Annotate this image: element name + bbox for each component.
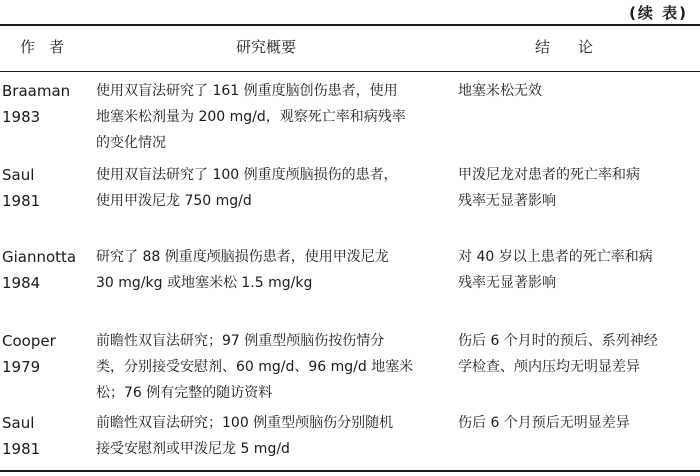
summary-cell [96,244,448,296]
summary-line: 使用甲泼尼龙 750 mg/d [96,193,252,209]
conclusion-cell [458,244,694,296]
column-header-summary: 研究概要 [236,38,297,56]
conclusion-line: 残率无显著影响 [458,193,556,209]
author-year: 1981 [2,192,41,210]
header-rule [0,71,700,72]
conclusion-line: 伤后 6 个月时的预后、系列神经 [458,333,658,349]
conclusion-cell [458,162,694,214]
summary-line: 前瞻性双盲法研究；100 例重型颅脑伤分别随机 [96,415,394,431]
author-cell [2,244,90,296]
conclusion-line: 地塞米松无效 [458,83,542,99]
summary-line: 类，分别接受安慰剂、60 mg/d、96 mg/d 地塞米 [96,359,414,375]
author-name: Cooper [2,332,56,350]
summary-line: 松；76 例有完整的随访资料 [96,385,273,401]
summary-cell [96,78,448,156]
author-name: Braaman [2,82,71,100]
summary-line: 的变化情况 [96,135,166,151]
summary-line: 使用双盲法研究了 100 例重度颅脑损伤的患者， [96,167,398,183]
summary-cell [96,328,448,406]
author-cell [2,328,90,380]
conclusion-cell [458,78,694,104]
author-name: Saul [2,166,35,184]
conclusion-line: 伤后 6 个月预后无明显差异 [458,415,630,431]
summary-line: 使用双盲法研究了 161 例重度脑创伤患者，使用 [96,83,398,99]
table-bottom-rule [0,470,700,472]
conclusion-line: 对 40 岁以上患者的死亡率和病 [458,249,653,265]
author-year: 1984 [2,274,41,292]
column-header-conclusion: 结论 [535,38,622,56]
author-cell [2,162,90,214]
summary-cell [96,162,448,214]
summary-cell [96,410,448,462]
conclusion-cell [458,328,694,380]
author-cell [2,78,90,130]
author-name: Giannotta [2,248,77,266]
table-top-rule [0,24,700,26]
summary-line: 30 mg/kg 或地塞米松 1.5 mg/kg [96,275,313,291]
summary-line: 地塞米松剂量为 200 mg/d，观察死亡率和病残率 [96,109,406,125]
summary-line: 研究了 88 例重度颅脑损伤患者，使用甲泼尼龙 [96,249,389,265]
author-name: Saul [2,414,35,432]
author-year: 1983 [2,108,41,126]
author-cell [2,410,90,462]
summary-line: 接受安慰剂或甲泼尼龙 5 mg/d [96,441,290,457]
continued-label: (续 表) [629,4,688,22]
summary-line: 前瞻性双盲法研究；97 例重型颅脑伤按伤情分 [96,333,385,349]
conclusion-cell [458,410,694,436]
author-year: 1981 [2,440,41,458]
conclusion-line: 残率无显著影响 [458,275,556,291]
author-year: 1979 [2,358,41,376]
conclusion-line: 学检查、颅内压均无明显差异 [458,359,640,375]
conclusion-line: 甲泼尼龙对患者的死亡率和病 [458,167,640,183]
column-header-author: 作者 [20,38,79,56]
